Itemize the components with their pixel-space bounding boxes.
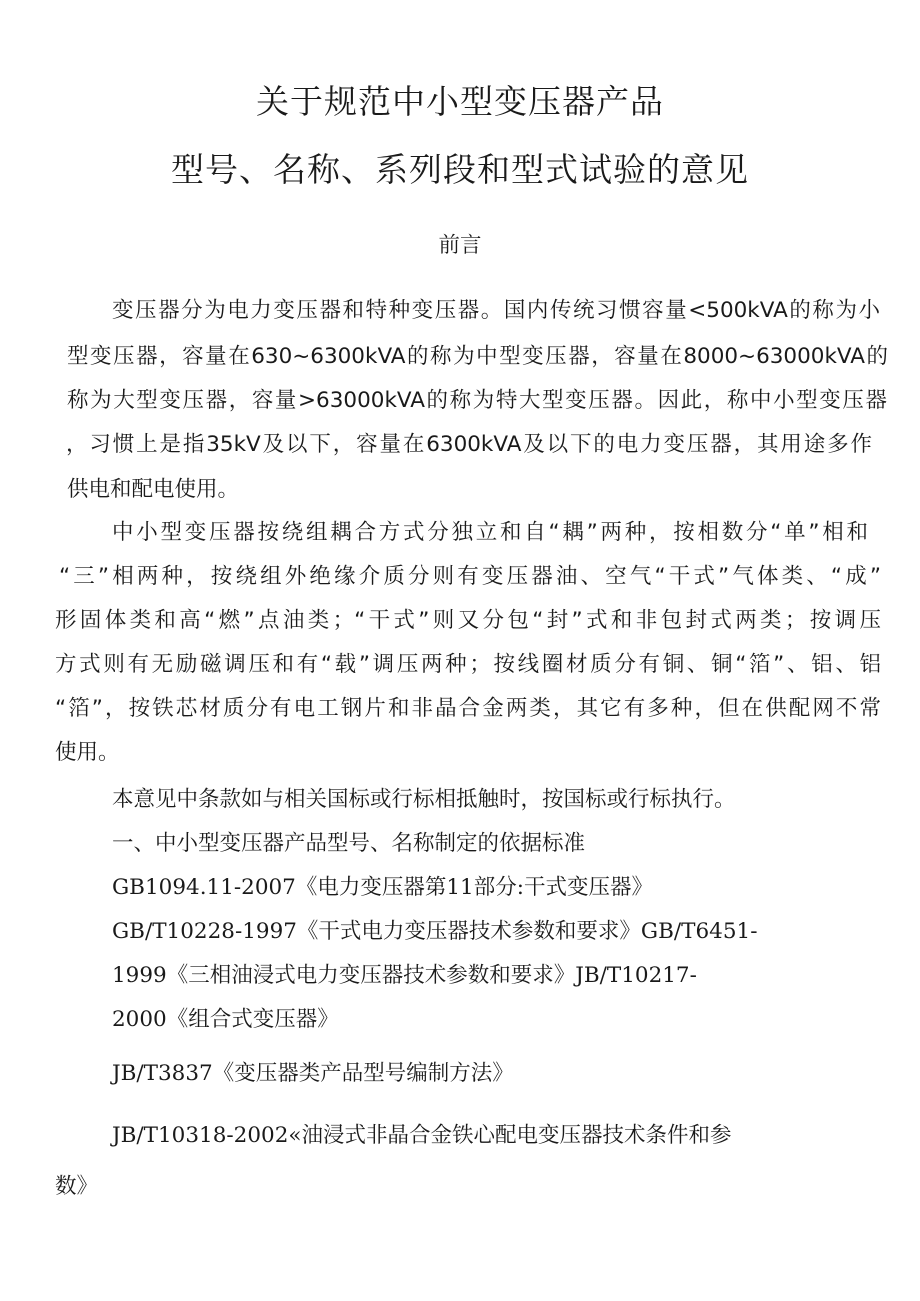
standard-entry: GB1094.11-2007《电力变压器第11部分:干式变压器》 <box>112 875 653 900</box>
standard-entry: 1999《三相油浸式电力变压器技术参数和要求》JB/T10217- <box>112 963 697 988</box>
paragraph-line: 中小型变压器按绕组耦合方式分独立和自“耦”两种，按相数分“单”相和 <box>112 520 868 545</box>
paragraph-line: 形固体类和高“燃”点油类；“干式”则又分包“封”式和非包封式两类；按调压 <box>55 608 881 633</box>
paragraph-line: “三”相两种，按绕组外绝缘介质分则有变压器油、空气“干式”气体类、“成” <box>59 564 881 589</box>
standard-entry: JB/T10318-2002«油浸式非晶合金铁心配电变压器技术条件和参 <box>112 1123 732 1148</box>
paragraph-line: “箔”，按铁芯材质分有电工钢片和非晶合金两类，其它有多种，但在供配网不常 <box>55 696 881 721</box>
paragraph-line: ，习惯上是指35kV及以下，容量在6300kVA及以下的电力变压器，其用途多作 <box>66 432 872 457</box>
paragraph-line: 供电和配电使用。 <box>67 477 240 502</box>
paragraph-line: 方式则有无励磁调压和有“载”调压两种；按线圈材质分有铜、铜“箔”、铝、铝 <box>55 652 881 677</box>
section-heading: 一、中小型变压器产品型号、名称制定的依据标准 <box>112 831 586 856</box>
paragraph-line: 变压器分为电力变压器和特种变压器。国内传统习惯容量<500kVA的称为小 <box>112 298 880 323</box>
standard-entry: 2000《组合式变压器》 <box>112 1007 339 1032</box>
paragraph-line: 使用。 <box>55 740 120 765</box>
paragraph-line: 型变压器，容量在630~6300kVA的称为中型变压器，容量在8000~63000kVA的 <box>67 344 888 369</box>
standard-entry: JB/T3837《变压器类产品型号编制方法》 <box>112 1061 514 1086</box>
standard-entry: 数》 <box>55 1174 99 1199</box>
paragraph-line: 称为大型变压器，容量>63000kVA的称为特大型变压器。因此，称中小型变压器 <box>67 388 887 413</box>
preface-heading: 前言 <box>438 233 482 258</box>
document-title-line-1: 关于规范中小型变压器产品 <box>256 82 664 121</box>
standard-entry: GB/T10228-1997《干式电力变压器技术参数和要求》GB/T6451- <box>112 919 758 944</box>
paragraph-precedence: 本意见中条款如与相关国标或行标相抵触时，按国标或行标执行。 <box>112 787 736 812</box>
document-title-line-2: 型号、名称、系列段和型式试验的意见 <box>171 150 749 189</box>
